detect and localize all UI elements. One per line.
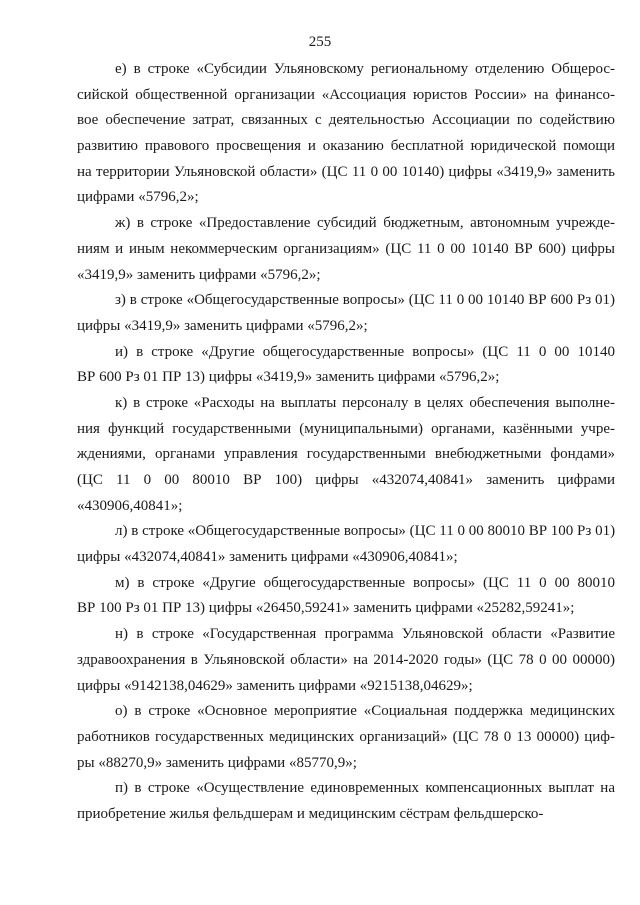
paragraph-line: цифрами «5796,2»; — [77, 189, 199, 206]
paragraph-line: к) в строке «Расходы на выплаты персоналу в целях обеспечения выполне- — [115, 394, 615, 411]
document-body — [77, 57, 615, 828]
paragraph-line: цифры «3419,9» заменить цифрами «5796,2»; — [77, 317, 368, 334]
paragraph-line: м) в строке «Другие общегосударственные вопросы» (ЦС 11 0 00 80010 — [115, 574, 615, 591]
paragraph-line: л) в строке «Общегосударственные вопросы» (ЦС 11 0 00 80010 ВР 100 Рз 01) — [115, 523, 616, 540]
paragraph-line: п) в строке «Осуществление единовременных компенсационных выплат на — [115, 780, 615, 797]
paragraph-k — [77, 391, 615, 519]
paragraph-line: о) в строке «Основное мероприятие «Социальная поддержка медицинских — [115, 703, 615, 720]
paragraph-zh — [77, 211, 615, 288]
paragraph-line: вое обеспечение затрат, связанных с деятельностью Ассоциации по содействию — [77, 112, 615, 129]
paragraph-line: «430906,40841»; — [77, 497, 183, 514]
paragraph-line: ж) в строке «Предоставление субсидий бюджетным, автономным учрежде- — [115, 215, 615, 232]
paragraph-p — [77, 776, 615, 827]
paragraph-line: цифры «9142138,04629» заменить цифрами «9215138,04629»; — [77, 677, 473, 694]
paragraph-line: (ЦС 11 0 00 80010 ВР 100) цифры «432074,40841» заменить цифрами — [77, 472, 615, 488]
paragraph-n — [77, 622, 615, 699]
paragraph-line: и) в строке «Другие общегосударственные вопросы» (ЦС 11 0 00 10140 — [115, 343, 615, 360]
paragraph-line: е) в строке «Субсидии Ульяновскому региональному отделению Общерос- — [115, 61, 615, 77]
page-number: 255 — [308, 34, 332, 50]
paragraph-l — [77, 519, 615, 570]
paragraph-line: з) в строке «Общегосударственные вопросы» (ЦС 11 0 00 10140 ВР 600 Рз 01) — [115, 292, 615, 309]
paragraph-e — [77, 57, 615, 211]
paragraph-i — [77, 340, 615, 391]
paragraph-line: работников государственных медицинских организаций» (ЦС 78 0 13 00000) циф- — [77, 728, 615, 745]
paragraph-line: здравоохранения в Ульяновской области» на 2014-2020 годы» (ЦС 78 0 00 00000) — [77, 651, 615, 668]
paragraph-line: развитию правового просвещения и оказанию бесплатной юридической помощи — [77, 138, 615, 155]
paragraph-line: «3419,9» заменить цифрами «5796,2»; — [77, 266, 321, 283]
paragraph-line: ВР 100 Рз 01 ПР 13) цифры «26450,59241» заменить цифрами «25282,59241»; — [77, 600, 575, 617]
paragraph-line: ния функций государственными (муниципальными) органами, казёнными учре- — [77, 420, 615, 437]
paragraph-z — [77, 288, 615, 339]
paragraph-m — [77, 571, 615, 622]
paragraph-line: ВР 600 Рз 01 ПР 13) цифры «3419,9» заменить цифрами «5796,2»; — [77, 369, 500, 386]
paragraph-line: сийской общественной организации «Ассоциация юристов России» на финансо- — [77, 86, 615, 103]
paragraph-line: ждениями, органами управления государственными внебюджетными фондами» — [77, 446, 615, 463]
paragraph-line: ры «88270,9» заменить цифрами «85770,9»; — [77, 754, 357, 771]
paragraph-o — [77, 699, 615, 776]
paragraph-line: ниям и иным некоммерческим организациям» (ЦС 11 0 00 10140 ВР 600) цифры — [77, 240, 615, 257]
paragraph-line: н) в строке «Государственная программа Ульяновской области «Развитие — [115, 626, 615, 643]
paragraph-line: цифры «432074,40841» заменить цифрами «430906,40841»; — [77, 549, 458, 566]
paragraph-line: приобретение жилья фельдшерам и медицинским сёстрам фельдшерско- — [77, 805, 544, 822]
paragraph-line: на территории Ульяновской области» (ЦС 11 0 00 10140) цифры «3419,9» заменить — [77, 163, 615, 180]
